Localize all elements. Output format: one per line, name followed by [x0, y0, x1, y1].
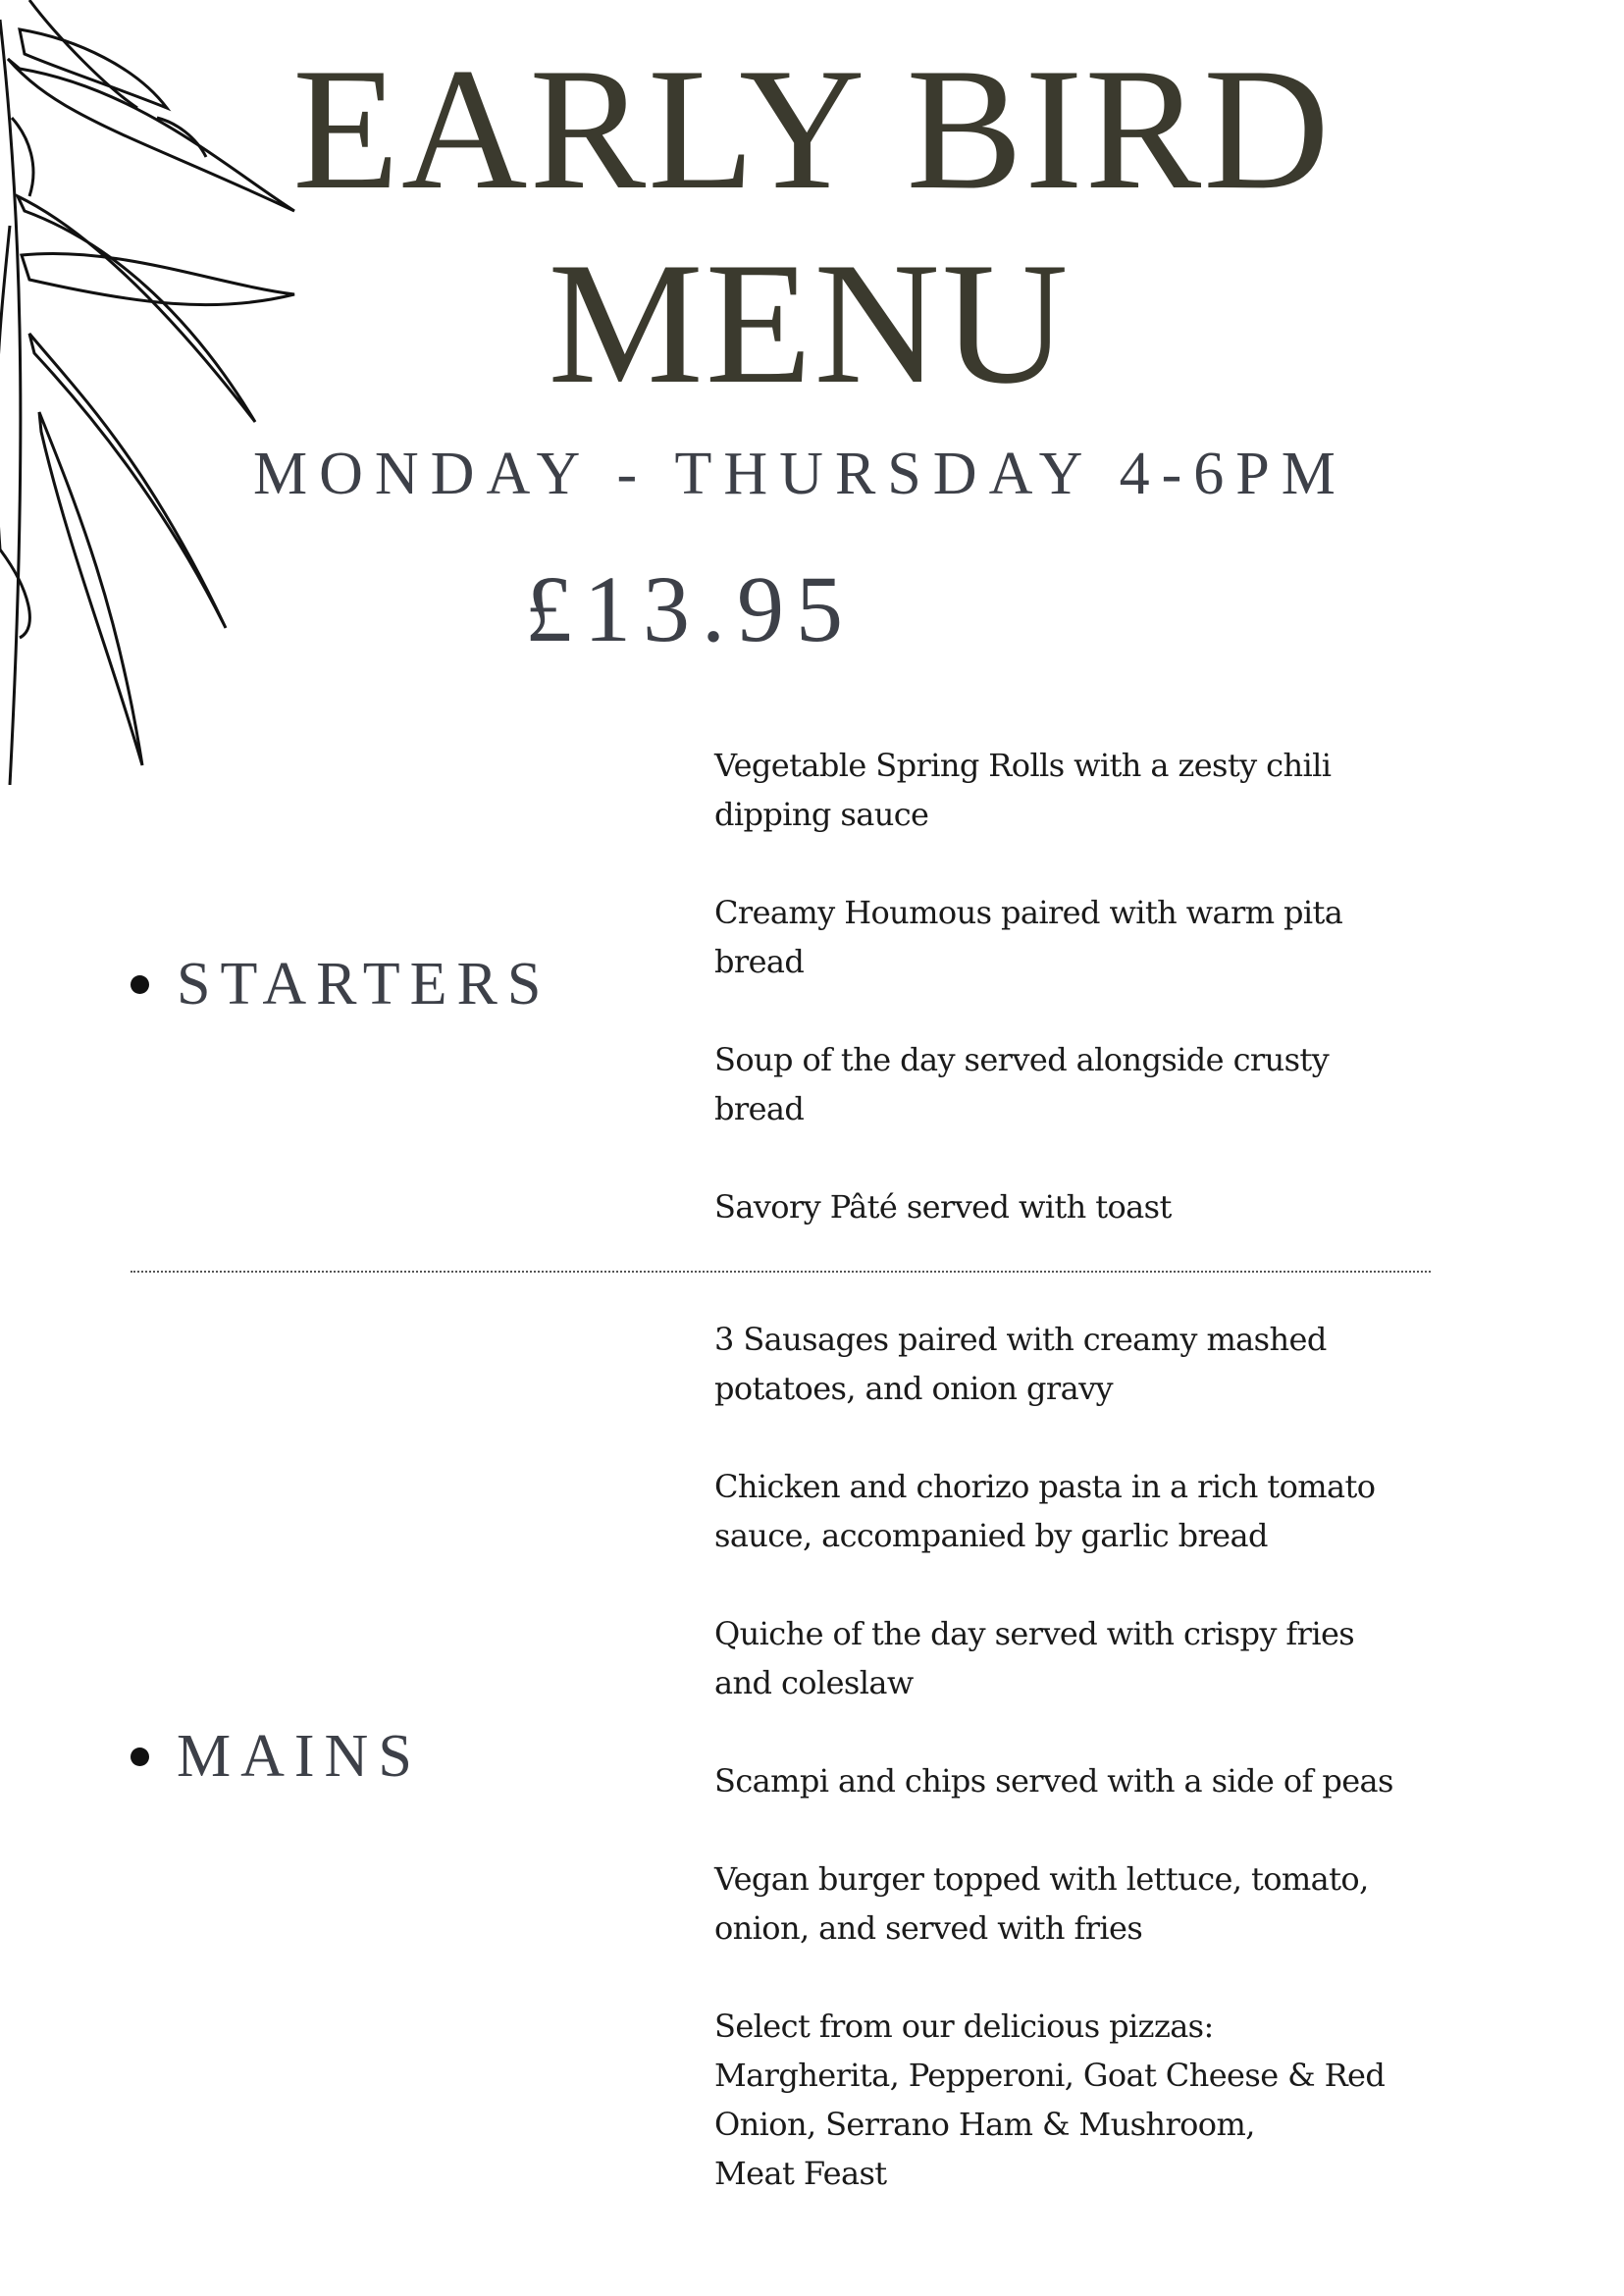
bullet-icon — [131, 975, 149, 994]
list-item: Quiche of the day served with crispy fries and coleslaw — [714, 1615, 1355, 1701]
list-item: Vegetable Spring Rolls with a zesty chili dipping sauce — [714, 747, 1332, 833]
list-item: Scampi and chips served with a side of peas — [714, 1762, 1393, 1800]
list-item: Select from our delicious pizzas: Margherita, Pepperoni, Goat Cheese & Red Onion, Serrano Ham & Mushroom, Meat Feast — [714, 2008, 1386, 2192]
starters-list — [714, 741, 1460, 1280]
schedule-text: MONDAY - THURSDAY 4-6PM — [253, 441, 1347, 507]
list-item: Savory Pâté served with toast — [714, 1188, 1172, 1226]
menu-price: £13.95 — [525, 556, 855, 661]
list-item: Soup of the day served alongside crusty bread — [714, 1041, 1330, 1127]
menu-title-line1: EARLY BIRD — [292, 31, 1332, 226]
mains-heading — [131, 1722, 422, 1792]
starters-heading — [131, 950, 550, 1019]
list-item: Vegan burger topped with lettuce, tomato, onion, and served with fries — [714, 1860, 1369, 1947]
bullet-icon — [131, 1748, 149, 1766]
section-heading-label: MAINS — [177, 1723, 422, 1790]
list-item: 3 Sausages paired with creamy mashed potatoes, and onion gravy — [714, 1321, 1327, 1407]
list-item: Chicken and chorizo pasta in a rich tomato sauce, accompanied by garlic bread — [714, 1468, 1376, 1554]
mains-list — [714, 1315, 1460, 2247]
menu-title-line2: MENU — [548, 226, 1071, 420]
section-heading-label: STARTERS — [177, 951, 551, 1018]
list-item: Creamy Houmous paired with warm pita bread — [714, 894, 1343, 980]
section-divider — [131, 1271, 1431, 1273]
